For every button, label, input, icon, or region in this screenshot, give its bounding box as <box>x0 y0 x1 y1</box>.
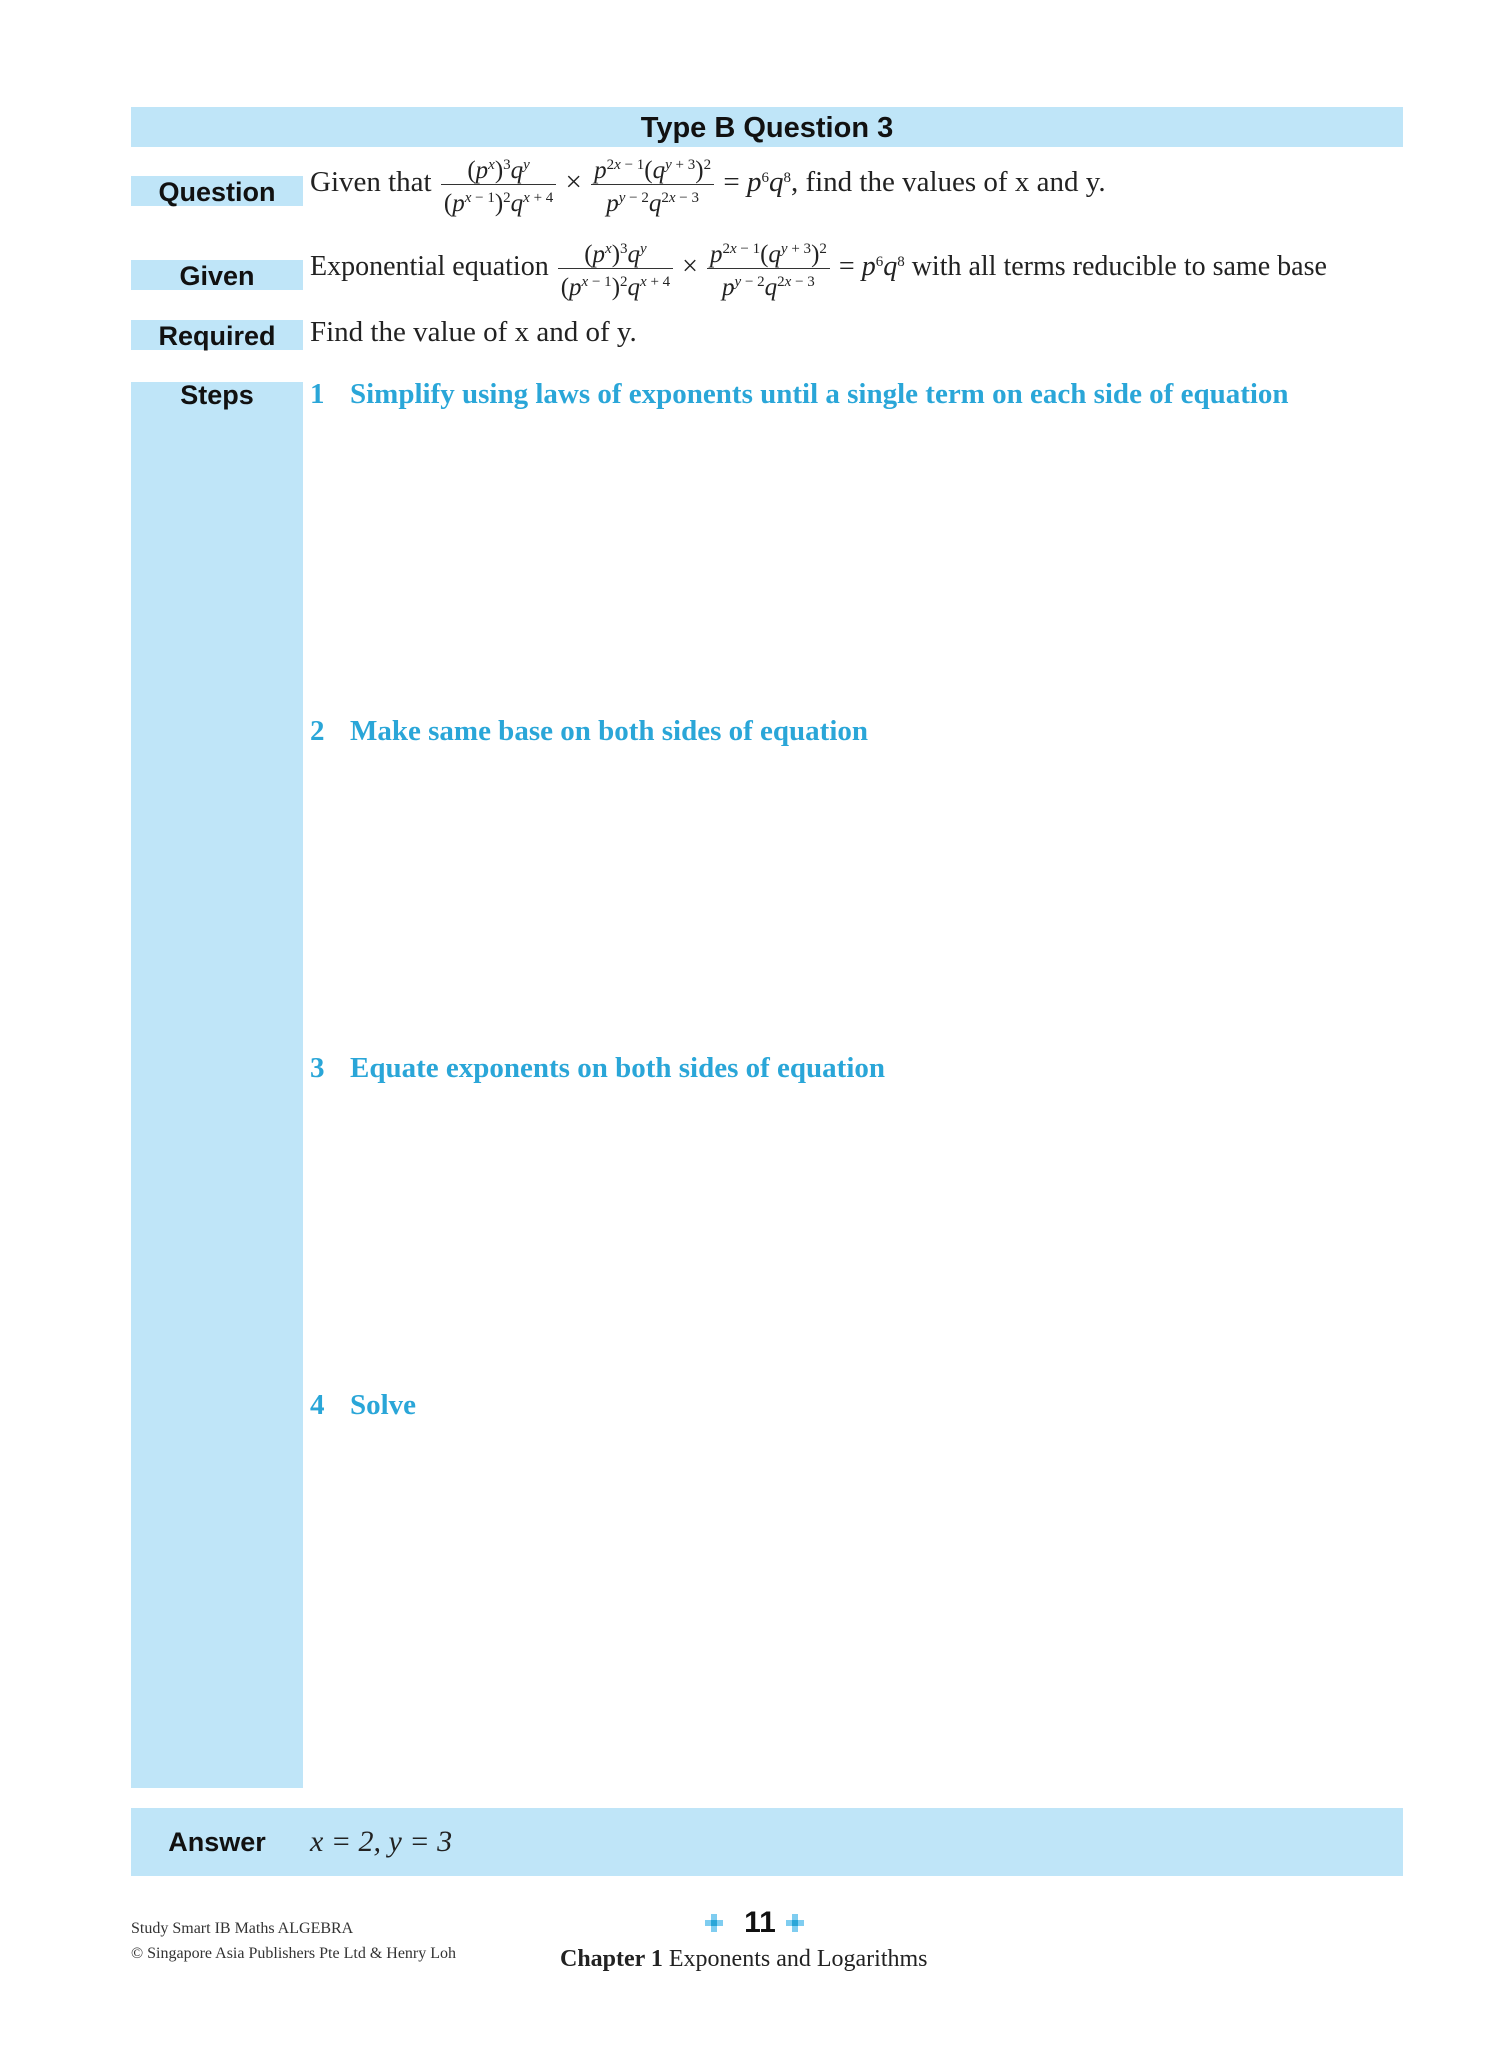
step-number: 2 <box>310 715 325 747</box>
step-text: Simplify using laws of exponents until a single term on each side of equation <box>350 378 1289 410</box>
question-label: Question <box>131 176 303 206</box>
given-prefix: Exponential equation <box>310 250 549 282</box>
diamond-ornament-icon <box>786 1914 804 1932</box>
footer-credits <box>131 1916 456 1966</box>
step-number: 3 <box>310 1052 325 1084</box>
required-label: Required <box>131 320 303 350</box>
steps-column <box>131 382 303 1788</box>
question-fraction-1: $\frac{(p^x)^3q^y}{(p^{x - 1})^2q^{x + 4}}$ <box>441 152 556 217</box>
required-text: Find the value of x and of y. <box>310 316 637 348</box>
book-title: Study Smart IB Maths ALGEBRA <box>131 1920 354 1937</box>
step-text: Solve <box>350 1389 417 1421</box>
step-number: 4 <box>310 1389 325 1421</box>
section-title: Type B Question 3 <box>131 107 1403 147</box>
question-fraction-2: $\frac{p^{2x - 1}(q^{y + 3})^2}{p^{y - 2}q^{2x - 3}}$ <box>591 152 714 217</box>
step-number: 1 <box>310 378 325 410</box>
times-sign: × <box>682 250 698 282</box>
chapter-label: Chapter 1 <box>560 1946 663 1972</box>
step-1 <box>310 378 1289 411</box>
chapter-footer <box>560 1946 928 1973</box>
given-fraction-1: $\frac{(p^x)^3q^y}{(p^{x - 1})^2q^{x + 4}}$ <box>558 236 673 301</box>
given-text <box>310 236 1327 301</box>
question-prefix: Given that <box>310 166 432 199</box>
answer-text: x = 2, y = 3 <box>310 1825 453 1858</box>
copyright: © Singapore Asia Publishers Pte Ltd & Henry Loh <box>131 1945 457 1962</box>
steps-label: Steps <box>180 380 254 410</box>
given-fraction-2: $\frac{p^{2x - 1}(q^{y + 3})^2}{p^{y - 2}q^{2x - 3}}$ <box>707 236 830 301</box>
question-text <box>310 152 1106 217</box>
given-label: Given <box>131 260 303 290</box>
page-number: 11 <box>744 1906 776 1939</box>
chapter-title: Exponents and Logarithms <box>668 1946 928 1972</box>
answer-label: Answer <box>168 1827 266 1857</box>
given-suffix: with all terms reducible to same base <box>904 250 1327 282</box>
question-suffix: , find the values of x and y. <box>790 166 1106 199</box>
equation-rhs: = $p^6q^8$ <box>723 166 791 199</box>
step-4 <box>310 1389 416 1422</box>
times-sign: × <box>565 166 582 199</box>
step-3 <box>310 1052 885 1085</box>
step-text: Make same base on both sides of equation <box>350 715 869 747</box>
step-text: Equate exponents on both sides of equation <box>350 1052 885 1084</box>
equation-rhs: = $p^6q^8$ <box>838 250 905 282</box>
step-2 <box>310 715 868 748</box>
